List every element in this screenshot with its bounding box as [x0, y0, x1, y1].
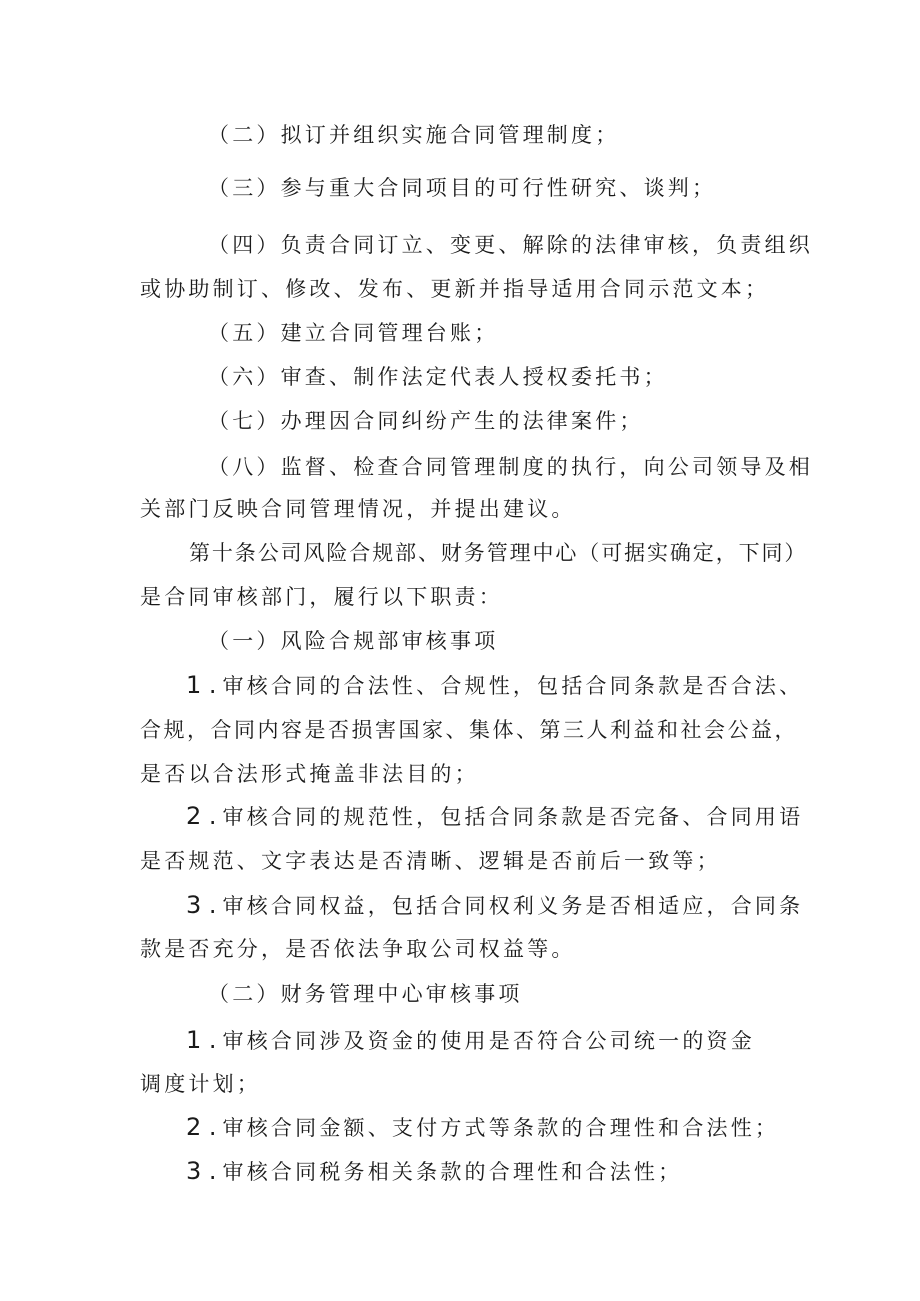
text-line: （二）拟订并组织实施合同管理制度； — [208, 123, 620, 147]
item-text: 审核合同权益，包括合同权利义务是否相适应，合同条 — [222, 894, 804, 918]
text-line: 关部门反映合同管理情况，并提出建议。 — [140, 497, 576, 521]
list-item — [186, 803, 803, 830]
list-item — [186, 1027, 755, 1054]
text-line: 调度计划； — [140, 1072, 261, 1096]
text-line: （八）监督、检查合同管理制度的执行，向公司领导及相 — [208, 455, 813, 479]
text-line: 是否以合法形式掩盖非法目的； — [140, 762, 479, 786]
list-item — [186, 1114, 779, 1141]
list-item — [186, 1158, 682, 1185]
item-number: 1 . — [186, 1026, 217, 1054]
item-number: 3 . — [186, 1157, 217, 1185]
text-line: （六）审查、制作法定代表人授权委托书； — [208, 365, 668, 389]
item-text: 审核合同的规范性，包括合同条款是否完备、合同用语 — [222, 805, 804, 829]
item-text: 审核合同的合法性、合规性，包括合同条款是否合法、 — [222, 674, 804, 698]
text-line: 或协助制订、修改、发布、更新并指导适用合同示范文本； — [140, 277, 770, 301]
item-text: 审核合同金额、支付方式等条款的合理性和合法性； — [222, 1116, 780, 1140]
list-item — [186, 892, 803, 919]
item-number: 2 . — [186, 1113, 217, 1141]
text-line: （五）建立合同管理台账； — [208, 321, 499, 345]
item-number: 1 . — [186, 671, 217, 699]
text-line: （三）参与重大合同项目的可行性研究、谈判； — [208, 176, 717, 200]
text-line: 款是否充分，是否依法争取公司权益等。 — [140, 937, 576, 961]
text-line: 是合同审核部门，履行以下职责： — [140, 585, 503, 609]
section-heading: （一）风险合规部审核事项 — [208, 629, 499, 653]
article-heading: 第十条公司风险合规部、财务管理中心（可据实确定，下同） — [189, 541, 808, 565]
section-heading: （二）财务管理中心审核事项 — [208, 982, 523, 1006]
list-item — [186, 672, 803, 699]
item-number: 2 . — [186, 802, 217, 830]
item-number: 3 . — [186, 891, 217, 919]
text-line: （四）负责合同订立、变更、解除的法律审核，负责组织 — [208, 233, 813, 257]
text-line: 是否规范、文字表达是否清晰、逻辑是否前后一致等； — [140, 849, 721, 873]
text-line: （七）办理因合同纠纷产生的法律案件； — [208, 409, 644, 433]
item-text: 审核合同税务相关条款的合理性和合法性； — [222, 1160, 683, 1184]
item-text: 审核合同涉及资金的使用是否符合公司统一的资金 — [222, 1029, 755, 1053]
text-line: 合规，合同内容是否损害国家、集体、第三人利益和社会公益， — [140, 718, 798, 742]
